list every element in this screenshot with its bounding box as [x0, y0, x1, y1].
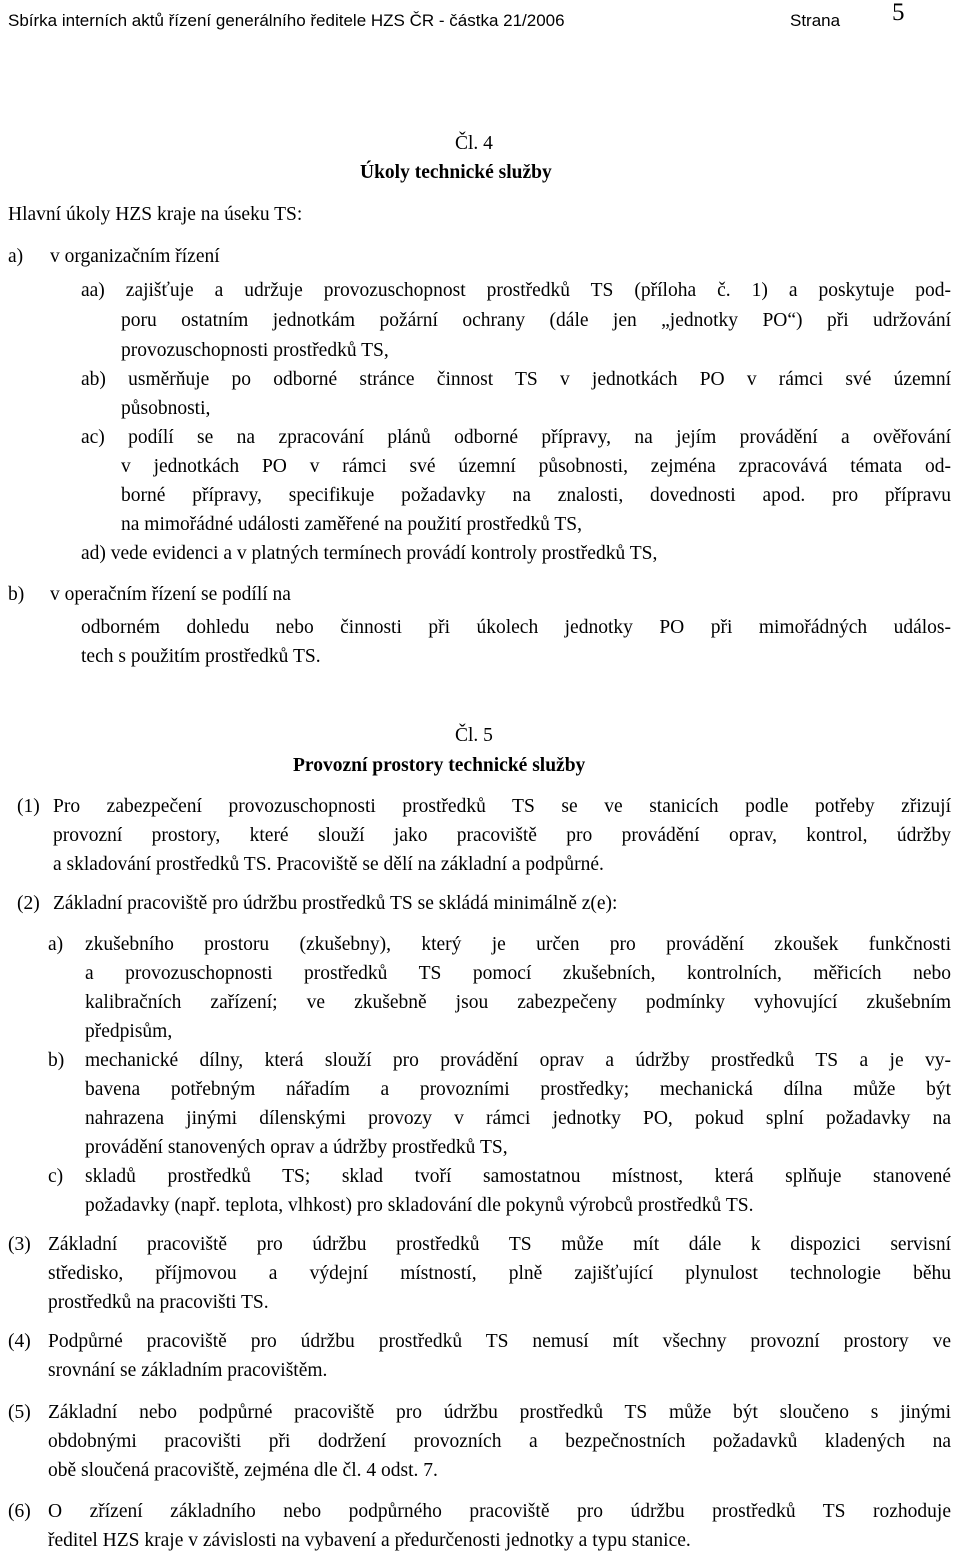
par-2a-line-2: a provozuschopnosti prostředků TS pomocí zkušebních, kontrolních, měřicích nebo [85, 963, 951, 984]
par-4-label: (4) [8, 1331, 31, 1352]
par-3-line-3: prostředků na pracovišti TS. [48, 1292, 269, 1313]
par-4-line-2: srovnání se základním pracovištěm. [48, 1360, 328, 1381]
par-2b-line-1: mechanické dílny, která slouží pro provádění oprav a údržby prostředků TS a je vy- [85, 1050, 951, 1071]
item-b-detail-line-2: tech s použitím prostředků TS. [81, 646, 321, 667]
par-1-label: (1) [17, 796, 40, 817]
item-a-label: a) [8, 246, 24, 267]
par-5-label: (5) [8, 1402, 31, 1423]
article-4-title: Úkoly technické služby [360, 162, 552, 183]
par-2c-label: c) [48, 1166, 64, 1187]
item-ad-line-1: ad) vede evidenci a v platných termínech provádí kontroly prostředků TS, [81, 543, 658, 564]
par-3-line-1: Základní pracoviště pro údržbu prostředků TS může mít dále k dispozici servisní [48, 1234, 951, 1255]
par-6-line-2: ředitel HZS kraje v závislosti na vybavení a předurčenosti jednotky a typu stanice. [48, 1530, 691, 1551]
par-4-line-1: Podpůrné pracoviště pro údržbu prostředků TS nemusí mít všechny provozní prostory ve [48, 1331, 951, 1352]
article-5-number: Čl. 5 [455, 725, 493, 746]
par-2c-line-2: požadavky (např. teplota, vlhkost) pro skladování dle pokynů výrobců prostředků TS. [85, 1195, 754, 1216]
page-number: 5 [892, 0, 905, 26]
item-ac-line-3: borné přípravy, specifikuje požadavky na znalosti, dovednosti apod. pro přípravu [121, 485, 951, 506]
item-ac-line-4: na mimořádné události zaměřené na použití prostředků TS, [121, 514, 583, 535]
par-5-line-3: obě sloučená pracoviště, zejména dle čl. 4 odst. 7. [48, 1460, 438, 1481]
par-2b-line-2: bavena potřebným nářadím a provozními prostředky; mechanická dílna může být [85, 1079, 951, 1100]
par-6-line-1: O zřízení základního nebo podpůrného pracoviště pro údržbu prostředků TS rozhoduje [48, 1501, 951, 1522]
par-2a-line-1: zkušebního prostoru (zkušebny), který je určen pro provádění zkoušek funkčnosti [85, 934, 951, 955]
par-5-line-1: Základní nebo podpůrné pracoviště pro údržbu prostředků TS může být sloučeno s jinými [48, 1402, 951, 1423]
par-5-line-2: obdobnými pracovišti při dodržení provozních a bezpečnostních požadavků kladených na [48, 1431, 951, 1452]
running-header-title: Sbírka interních aktů řízení generálního ředitele HZS ČR - částka 21/2006 [8, 11, 565, 30]
par-2b-label: b) [48, 1050, 65, 1071]
par-1-line-3: a skladování prostředků TS. Pracoviště se dělí na základní a podpůrné. [53, 854, 604, 875]
item-aa-line-2: poru ostatním jednotkám požární ochrany (dále jen „jednotky PO“) při udržování [121, 310, 951, 331]
page-label: Strana [790, 11, 841, 30]
par-2-line-1: Základní pracoviště pro údržbu prostředků TS se skládá minimálně z(e): [53, 893, 618, 914]
article-4-intro: Hlavní úkoly HZS kraje na úseku TS: [8, 204, 303, 225]
item-ab-line-2: působnosti, [121, 398, 211, 419]
par-2a-line-3: kalibračních zařízení; ve zkušebně jsou zabezpečeny podmínky vyhovující zkušebním [85, 992, 951, 1013]
par-3-label: (3) [8, 1234, 31, 1255]
par-2b-line-3: nahrazena jinými dílenskými provozy v rámci jednotky PO, pokud splní požadavky na [85, 1108, 951, 1129]
item-b-text: v operačním řízení se podílí na [50, 584, 291, 605]
par-1-line-2: provozní prostory, které slouží jako pracoviště pro provádění oprav, kontrol, údržby [53, 825, 951, 846]
par-3-line-2: středisko, příjmovou a výdejní místností, plně zajišťující plynulost technologie běhu [48, 1263, 951, 1284]
par-2c-line-1: skladů prostředků TS; sklad tvoří samostatnou místnost, která splňuje stanovené [85, 1166, 951, 1187]
par-2-label: (2) [17, 893, 40, 914]
item-ac-line-1: ac) podílí se na zpracování plánů odborné přípravy, na jejím provádění a ověřování [81, 427, 951, 448]
item-ac-line-2: v jednotkách PO v rámci své územní působnosti, zejména zpracovává témata od- [121, 456, 951, 477]
par-6-label: (6) [8, 1501, 31, 1522]
par-2a-line-4: předpisům, [85, 1021, 173, 1042]
item-b-detail-line-1: odborném dohledu nebo činnosti při úkolech jednotky PO při mimořádných událos- [81, 617, 951, 638]
item-b-label: b) [8, 584, 25, 605]
par-1-line-1: Pro zabezpečení provozuschopnosti prostředků TS se ve stanicích podle potřeby zřizují [53, 796, 951, 817]
par-2a-label: a) [48, 934, 64, 955]
par-2b-line-4: provádění stanovených oprav a údržby prostředků TS, [85, 1137, 508, 1158]
item-aa-line-3: provozuschopnosti prostředků TS, [121, 340, 389, 361]
item-aa-line-1: aa) zajišťuje a udržuje provozuschopnost prostředků TS (příloha č. 1) a poskytuje pod- [81, 280, 951, 301]
item-a-text: v organizačním řízení [50, 246, 220, 267]
article-4-number: Čl. 4 [455, 133, 493, 154]
item-ab-line-1: ab) usměrňuje po odborné stránce činnost TS v jednotkách PO v rámci své územní [81, 369, 951, 390]
article-5-title: Provozní prostory technické služby [293, 755, 586, 776]
